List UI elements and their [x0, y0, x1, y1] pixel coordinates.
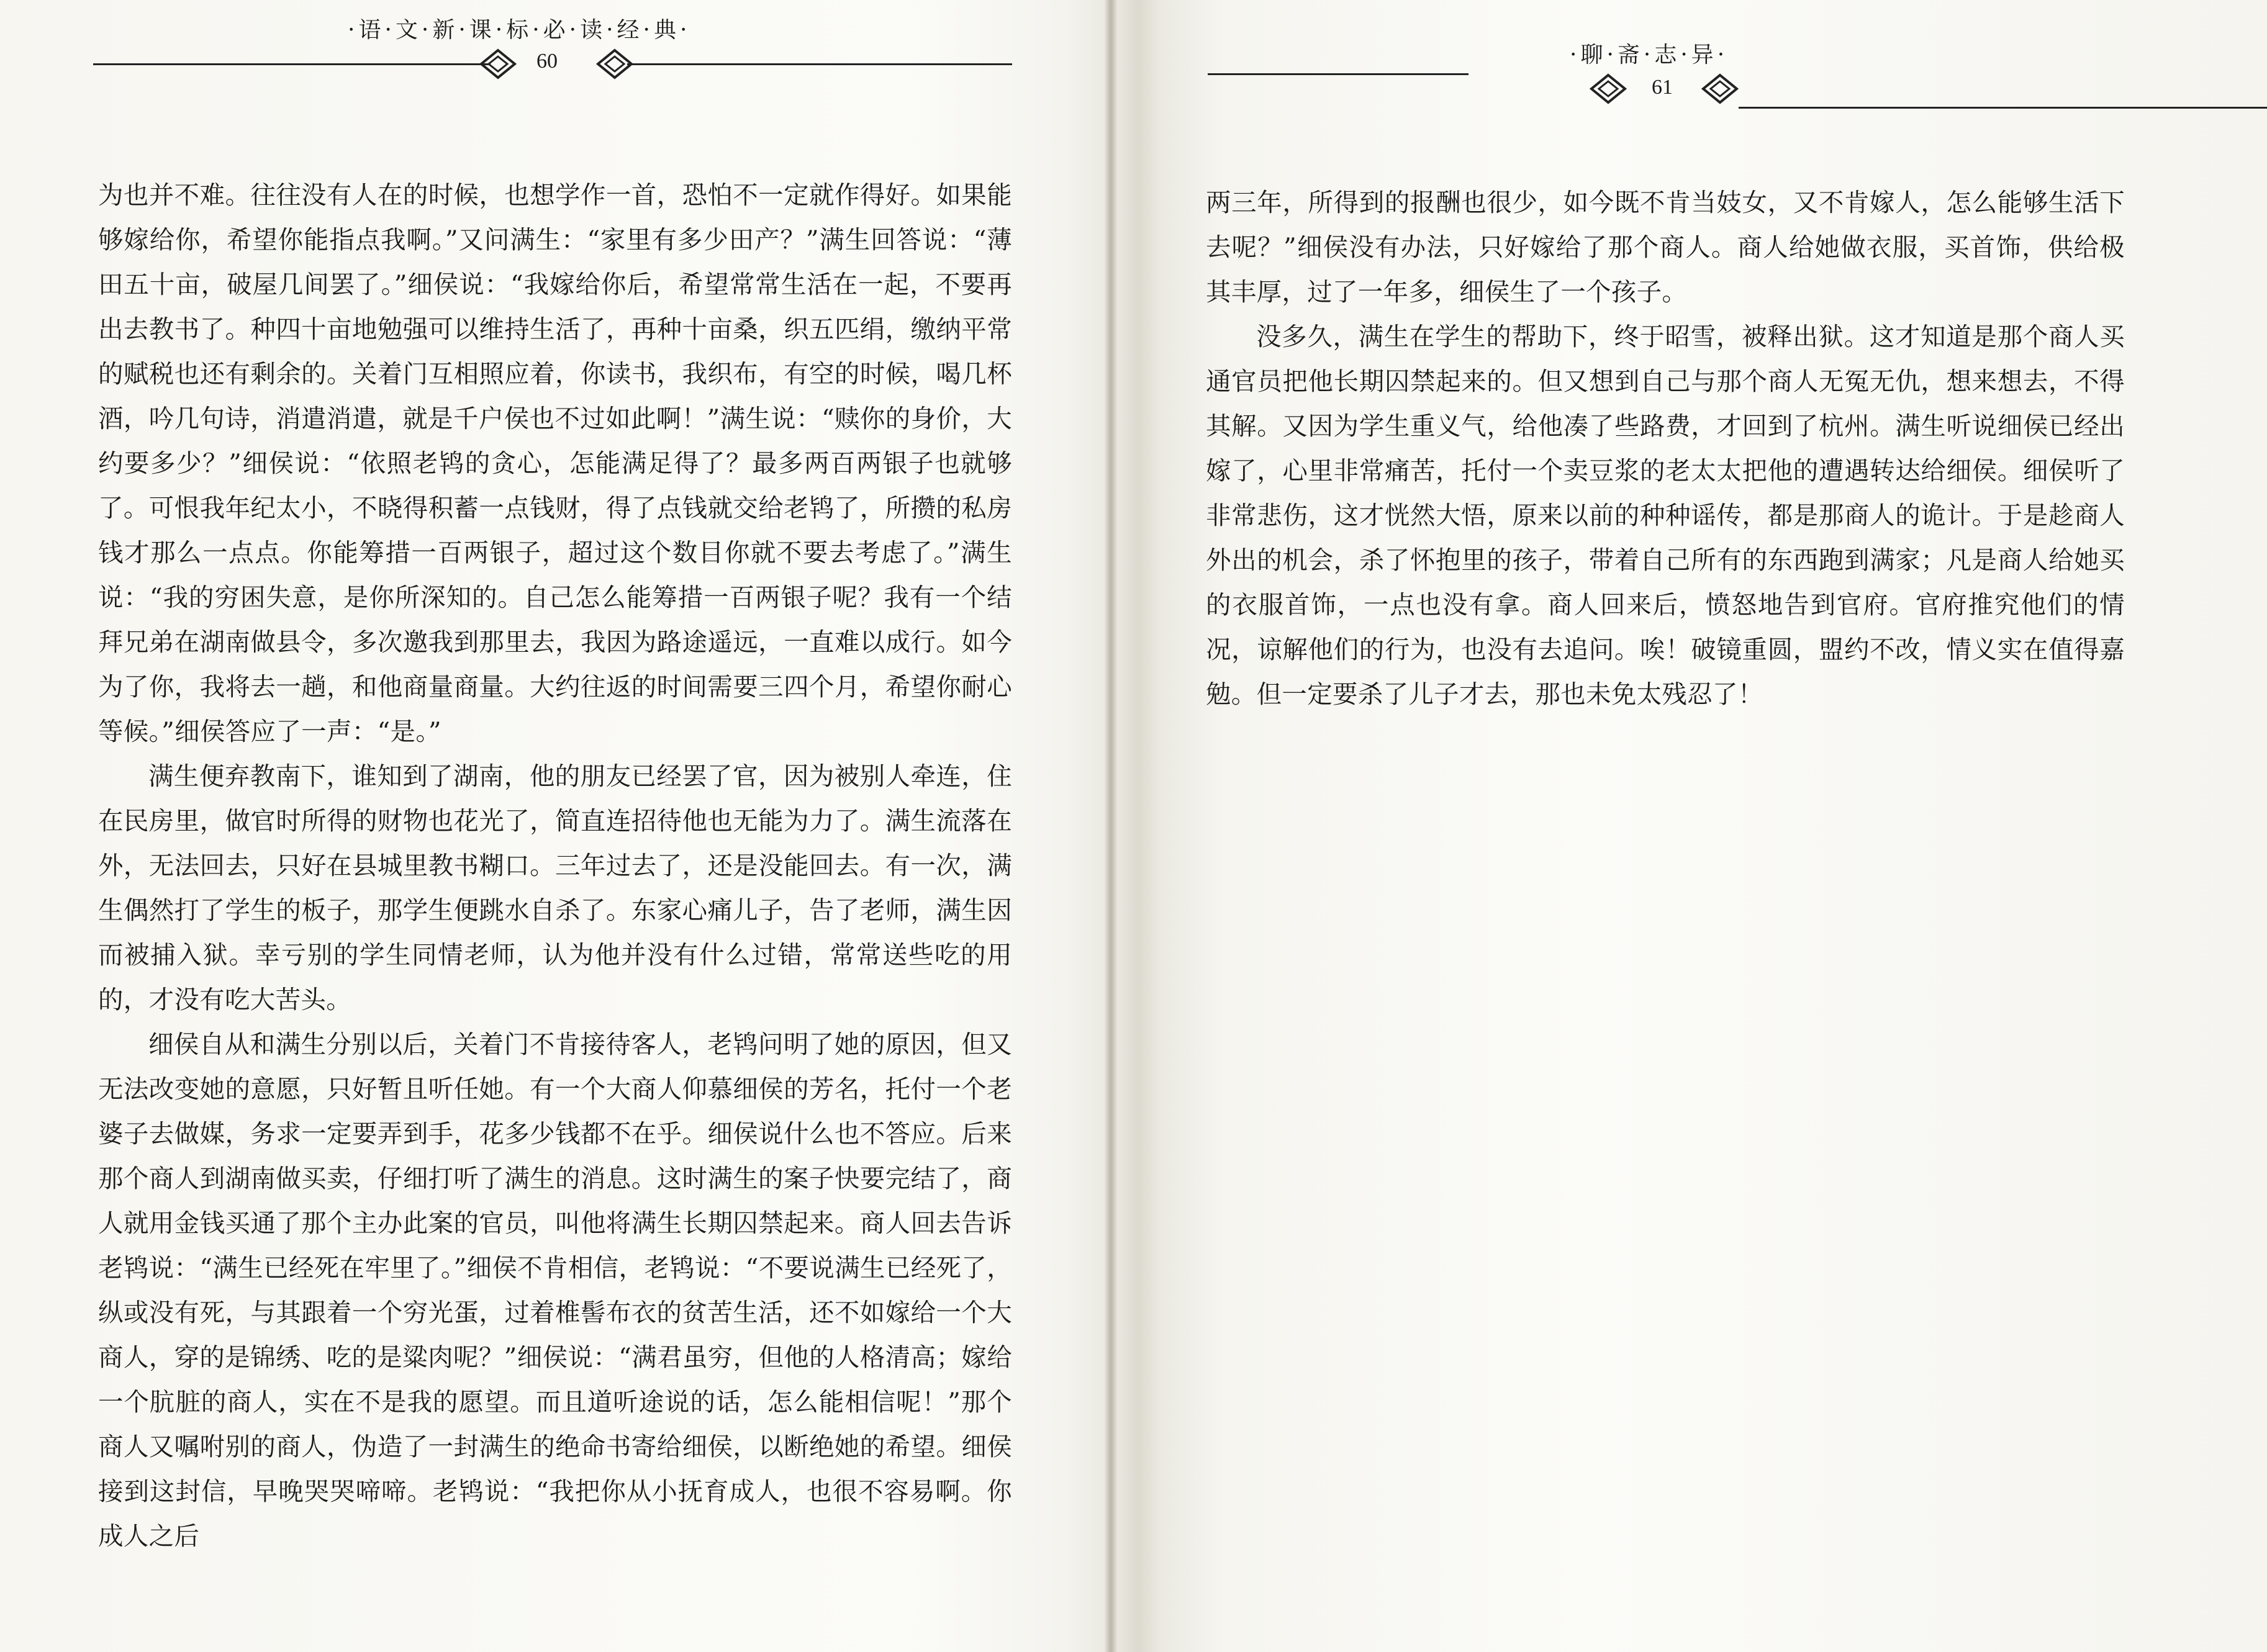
- left-paragraph-2: 满生便弃教南下，谁知到了湖南，他的朋友已经罢了官，因为被别人牵连，住在民房里，做官时所得的财物也花光了，简直连招待他也无能为力了。满生流落在外，无法回去，只好在县城里教书糊口。三年过去了，还是没能回去。有一次，满生偶然打了学生的板子，那学生便跳水自杀了。东家心痛儿子，告了老师，满生因而被捕入狱。幸亏别的学生同情老师，认为他并没有什么过错，常常送些吃的用的，才没有吃大苦头。: [98, 761, 1012, 1014]
- right-ornament-right-icon: [1701, 73, 1739, 104]
- right-header-rule-left: [1208, 73, 1468, 75]
- right-header-rule-right: [1739, 107, 2267, 109]
- left-ornament-left-icon: [479, 48, 517, 79]
- right-ornament-left-icon: [1590, 73, 1627, 104]
- left-header-title: ·语·文·新·课·标·必·读·经·典·: [348, 17, 691, 43]
- right-paragraph-1: 两三年，所得到的报酬也很少，如今既不肯当妓女，又不肯嫁人，怎么能够生活下去呢？”细侯没有办法，只好嫁给了那个商人。商人给她做衣服，买首饰，供给极其丰厚，过了一年多，细侯生了一个孩子。: [1206, 187, 2125, 307]
- left-paragraph-3: 细侯自从和满生分别以后，关着门不肯接待客人，老鸨问明了她的原因，但又无法改变她的意愿，只好暂且听任她。有一个大商人仰慕细侯的芳名，托付一个老婆子去做媒，务求一定要弄到手，花多少钱都不在乎。细侯说什么也不答应。后来那个商人到湖南做买卖，仔细打听了满生的消息。这时满生的案子快要完结了，商人就用金钱买通了那个主办此案的官员，叫他将满生长期囚禁起来。商人回去告诉老鸨说：“满生已经死在牢里了。”细侯不肯相信，老鸨说：“不要说满生已经死了，纵或没有死，与其跟着一个穷光蛋，过着椎髻布衣的贫苦生活，还不如嫁给一个大商人，穿的是锦绣、吃的是粱肉呢？”细侯说：“满君虽穷，但他的人格清高；嫁给一个肮脏的商人，实在不是我的愿望。而且道听途说的话，怎么能相信呢！”那个商人又嘱咐别的商人，伪造了一封满生的绝命书寄给细侯，以断绝她的希望。细侯接到这封信，早晚哭哭啼啼。老鸨说：“我把你从小抚育成人，也很不容易啊。你成人之后: [98, 1029, 1012, 1551]
- left-paragraph-1: 为也并不难。往往没有人在的时候，也想学作一首，恐怕不一定就作得好。如果能够嫁给你，希望你能指点我啊。”又问满生：“家里有多少田产？”满生回答说：“薄田五十亩，破屋几间罢了。”细侯说：“我嫁给你后，希望常常生活在一起，不要再出去教书了。种四十亩地勉强可以维持生活了，再种十亩桑，织五匹绢，缴纳平常的赋税也还有剩余的。关着门互相照应着，你读书，我织布，有空的时候，喝几杯酒，吟几句诗，消遣消遣，就是千户侯也不过如此啊！”满生说：“赎你的身价，大约要多少？”细侯说：“依照老鸨的贪心，怎能满足得了？最多两百两银子也就够了。可恨我年纪太小，不晓得积蓄一点钱财，得了点钱就交给老鸨了，所攒的私房钱才那么一点点。你能筹措一百两银子，超过这个数目你就不要去考虑了。”满生说：“我的穷困失意，是你所深知的。自己怎么能筹措一百两银子呢？我有一个结拜兄弟在湖南做县令，多次邀我到那里去，我因为路途遥远，一直难以成行。如今为了你，我将去一趟，和他商量商量。大约往返的时间需要三四个月，希望你耐心等候。”细侯答应了一声：“是。”: [98, 180, 1012, 746]
- right-header-title: ·聊·斋·志·异·: [1570, 42, 1729, 68]
- left-page: [0, 0, 1111, 1652]
- left-page-number: 60: [536, 50, 558, 73]
- right-page: [1118, 0, 2267, 1652]
- left-page-body: [98, 173, 1012, 1558]
- right-page-number: 61: [1652, 76, 1673, 99]
- left-header-rule-left: [93, 63, 491, 65]
- left-ornament-right-icon: [596, 48, 633, 79]
- left-header-rule-right: [627, 63, 1012, 65]
- right-page-body: [1206, 180, 2125, 716]
- right-paragraph-2: 没多久，满生在学生的帮助下，终于昭雪，被释出狱。这才知道是那个商人买通官员把他长期囚禁起来的。但又想到自己与那个商人无冤无仇，想来想去，不得其解。又因为学生重义气，给他凑了些路费，才回到了杭州。满生听说细侯已经出嫁了，心里非常痛苦，托付一个卖豆浆的老太太把他的遭遇转达给细侯。细侯听了非常悲伤，这才恍然大悟，原来以前的种种谣传，都是那商人的诡计。于是趁商人外出的机会，杀了怀抱里的孩子，带着自己所有的东西跑到满家；凡是商人给她买的衣服首饰，一点也没有拿。商人回来后，愤怒地告到官府。官府推究他们的情况，谅解他们的行为，也没有去追问。唉！破镜重圆，盟约不改，情义实在值得嘉勉。但一定要杀了儿子才去，那也未免太残忍了！: [1206, 322, 2125, 709]
